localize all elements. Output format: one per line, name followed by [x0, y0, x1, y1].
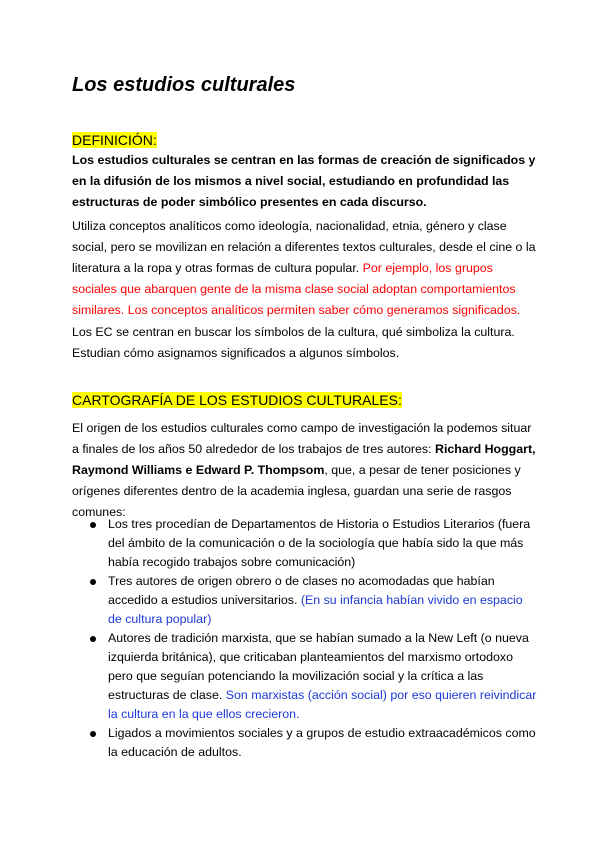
text-line	[72, 258, 542, 279]
text-segment: literatura a la ropa y otras formas de cultura popular.	[72, 261, 363, 275]
text-segment: estructuras de clase.	[108, 688, 226, 702]
bullet-point	[90, 522, 96, 528]
paragraph-origen	[72, 418, 542, 523]
text-line: Estudian cómo asignamos significados a algunos símbolos.	[72, 346, 400, 360]
definition-paragraph	[72, 150, 542, 213]
text-line: había recogido trabajos sobre comunicación)	[108, 555, 356, 569]
text-line: en la difusión de los mismos a nivel social, estudiando en profundidad las	[72, 174, 510, 188]
red-annotation: similares. Los conceptos analíticos permiten saber cómo generamos significados.	[72, 303, 521, 317]
paragraph-conceptos	[72, 216, 542, 321]
text-line: Los tres procedían de Departamentos de Historia o Estudios Literarios (fuera	[108, 517, 531, 531]
blue-annotation: de cultura popular)	[108, 612, 212, 626]
red-annotation: sociales que abarquen gente de la misma clase social adoptan comportamientos	[72, 282, 516, 296]
text-line: El origen de los estudios culturales como campo de investigación la podemos situar	[72, 421, 532, 435]
list-item	[108, 572, 523, 629]
text-line: Utiliza conceptos analíticos como ideología, nacionalidad, etnia, género y clase	[72, 219, 507, 233]
text-line	[72, 439, 542, 460]
author-names: Raymond Williams e Edward P. Thompsom	[72, 463, 325, 477]
blue-annotation: Son marxistas (acción social) por eso quieren reivindicar	[225, 688, 537, 702]
text-line: Los estudios culturales se centran en las formas de creación de significados y	[72, 153, 536, 167]
text-line: Los EC se centran en buscar los símbolos de la cultura, qué simboliza la cultura.	[72, 325, 515, 339]
list-item	[108, 515, 530, 572]
text-segment: , que, a pesar de tener posiciones y	[324, 463, 521, 477]
text-line: Tres autores de origen obrero o de clases no acomodadas que habían	[108, 574, 495, 588]
bullet-point	[90, 731, 96, 737]
highlighted-heading-text: CARTOGRAFÍA DE LOS ESTUDIOS CULTURALES:	[72, 392, 402, 408]
paragraph-ec	[72, 322, 542, 364]
list-item	[108, 629, 536, 724]
list-item	[108, 724, 536, 762]
blue-annotation: (En su infancia habían vivido en espacio	[300, 593, 523, 607]
text-line: la educación de adultos.	[108, 745, 242, 759]
text-segment: a finales de los años 50 alrededor de los trabajos de tres autores:	[72, 442, 435, 456]
text-line: estructuras de poder simbólico presentes en cada discurso.	[72, 195, 427, 209]
page-title: Los estudios culturales	[72, 74, 296, 96]
author-names: Richard Hoggart,	[435, 442, 536, 456]
text-line	[72, 460, 542, 481]
text-line: Ligados a movimientos sociales y a grupos de estudio extraacadémicos como	[108, 726, 536, 740]
text-line: comunes:	[72, 505, 126, 519]
text-line: Autores de tradición marxista, que se habían sumado a la New Left (o nueva	[108, 631, 529, 645]
highlighted-heading-text: DEFINICIÓN:	[72, 132, 157, 148]
text-line: pero que seguían potenciando la movilización social y la crítica a las	[108, 669, 484, 683]
text-segment: accedido a estudios universitarios.	[108, 593, 301, 607]
text-line: del ámbito de la comunicación o de la sociología que había sido la que más	[108, 536, 524, 550]
bullet-point	[90, 579, 96, 585]
text-line	[108, 591, 523, 610]
bullet-point	[90, 636, 96, 642]
text-line: orígenes diferentes dentro de la academia inglesa, guardan una serie de rasgos	[72, 484, 512, 498]
text-line: social, pero se movilizan en relación a diferentes textos culturales, desde el cine o la	[72, 240, 536, 254]
section-heading-definicion	[72, 131, 157, 149]
section-heading-cartografia	[72, 391, 402, 409]
text-line: izquierda británica), que criticaban planteamientos del marxismo ortodoxo	[108, 650, 513, 664]
text-line	[108, 686, 536, 705]
blue-annotation: la cultura en la que ellos crecieron.	[108, 707, 300, 721]
red-annotation: Por ejemplo, los grupos	[362, 261, 493, 275]
